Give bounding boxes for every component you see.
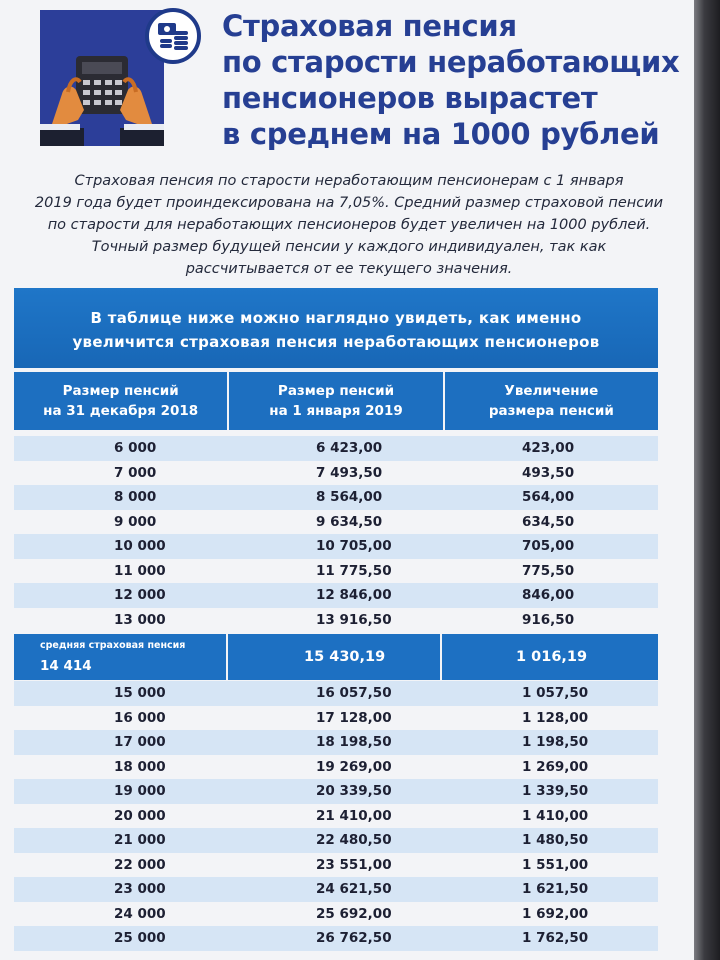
cell-new: 12 846,00 — [316, 587, 392, 604]
cell-new: 16 057,50 — [316, 685, 392, 702]
cell-old: 20 000 — [114, 807, 166, 824]
cell-old: 25 000 — [114, 930, 166, 947]
cell-new: 9 634,50 — [316, 513, 383, 530]
average-value: 14 414 — [40, 658, 92, 674]
cell-new: 24 621,50 — [316, 881, 392, 898]
table-banner — [14, 288, 658, 368]
table-row — [14, 436, 658, 461]
header-line: Увеличение — [504, 383, 599, 399]
cell-new: 13 916,50 — [316, 611, 392, 628]
monitor-bezel — [694, 0, 720, 960]
cell-increase: 493,50 — [522, 464, 575, 481]
cell-old: 22 000 — [114, 856, 166, 873]
cell-new: 21 410,00 — [316, 807, 392, 824]
cell-increase: 423,00 — [522, 440, 575, 457]
header-line: Размер пенсий — [62, 383, 179, 399]
cell-new: 11 775,50 — [316, 562, 392, 579]
intro-line: Страховая пенсия по старости неработающим пенсионерам с 1 января — [74, 173, 624, 189]
banner-line: В таблице ниже можно наглядно увидеть, как именно — [90, 309, 582, 327]
cell-new: 22 480,50 — [316, 832, 392, 849]
intro-line: 2019 года будет проиндексирована на 7,05%. Средний размер страховой пенсии — [34, 195, 664, 211]
average-label: средняя страховая пенсия — [40, 640, 186, 651]
cell-old: 10 000 — [114, 538, 166, 555]
cell-old: 23 000 — [114, 881, 166, 898]
table-row — [14, 828, 658, 853]
average-increase: 1 016,19 — [516, 649, 588, 665]
cell-new: 17 128,00 — [316, 709, 392, 726]
table-row — [14, 485, 658, 510]
cell-increase: 1 692,00 — [522, 905, 589, 922]
cell-increase: 1 128,00 — [522, 709, 589, 726]
cell-increase: 705,00 — [522, 538, 575, 555]
intro-line: Точный размер будущей пенсии у каждого индивидуален, так как — [91, 239, 607, 255]
coins-stack-icon — [145, 8, 201, 64]
table-row — [14, 510, 658, 535]
cell-old: 12 000 — [114, 587, 166, 604]
cell-new: 25 692,00 — [316, 905, 392, 922]
table-row — [14, 804, 658, 829]
column-header-increase — [445, 372, 658, 430]
cell-increase: 1 269,00 — [522, 758, 589, 775]
average-new-value: 15 430,19 — [228, 634, 442, 680]
cell-old: 9 000 — [114, 513, 157, 530]
cell-old: 19 000 — [114, 783, 166, 800]
cell-increase: 1 480,50 — [522, 832, 589, 849]
cell-increase: 916,50 — [522, 611, 575, 628]
average-pension-row — [14, 634, 658, 680]
table-row — [14, 681, 658, 706]
cell-new: 20 339,50 — [316, 783, 392, 800]
cell-old: 16 000 — [114, 709, 166, 726]
cell-old: 6 000 — [114, 440, 157, 457]
header-line: на 1 января 2019 — [269, 403, 403, 419]
cell-increase: 775,50 — [522, 562, 575, 579]
cell-old: 21 000 — [114, 832, 166, 849]
cell-new: 6 423,00 — [316, 440, 383, 457]
title-line: по старости неработающих — [222, 45, 680, 79]
cell-increase: 634,50 — [522, 513, 575, 530]
cell-new: 19 269,00 — [316, 758, 392, 775]
table-row — [14, 559, 658, 584]
page-title — [222, 8, 692, 152]
table-row — [14, 926, 658, 951]
cell-new: 10 705,00 — [316, 538, 392, 555]
table-row — [14, 755, 658, 780]
table-row — [14, 461, 658, 486]
cell-old: 8 000 — [114, 489, 157, 506]
cell-increase: 846,00 — [522, 587, 575, 604]
cell-increase: 1 410,00 — [522, 807, 589, 824]
cell-increase: 1 762,50 — [522, 930, 589, 947]
cell-old: 24 000 — [114, 905, 166, 922]
title-line: в среднем на 1000 рублей — [222, 117, 660, 151]
intro-paragraph — [14, 170, 684, 280]
cell-new: 18 198,50 — [316, 734, 392, 751]
cell-increase: 1 198,50 — [522, 734, 589, 751]
table-row — [14, 706, 658, 731]
header-line: размера пенсий — [488, 403, 614, 419]
cell-increase: 1 621,50 — [522, 881, 589, 898]
cell-increase: 564,00 — [522, 489, 575, 506]
intro-line: по старости для неработающих пенсионеров будет увеличен на 1000 рублей. — [47, 217, 651, 233]
banner-line: увеличится страховая пенсия неработающих пенсионеров — [72, 333, 600, 351]
header-line: Размер пенсий — [277, 383, 395, 399]
column-header-old-pension — [14, 372, 229, 430]
table-row — [14, 877, 658, 902]
cell-new: 26 762,50 — [316, 930, 392, 947]
cell-new: 23 551,00 — [316, 856, 392, 873]
header-line: на 31 декабря 2018 — [43, 403, 199, 419]
cell-increase: 1 057,50 — [522, 685, 589, 702]
table-row — [14, 583, 658, 608]
cell-old: 7 000 — [114, 464, 157, 481]
cell-increase: 1 339,50 — [522, 783, 589, 800]
cell-new: 8 564,00 — [316, 489, 383, 506]
table-row — [14, 608, 658, 633]
table-body-bottom — [14, 681, 658, 951]
average-cell — [14, 634, 228, 680]
table-row — [14, 730, 658, 755]
title-line: пенсионеров вырастет — [222, 81, 598, 115]
table-body-top — [14, 436, 658, 632]
table-row — [14, 534, 658, 559]
cell-old: 18 000 — [114, 758, 166, 775]
cell-old: 13 000 — [114, 611, 166, 628]
table-row — [14, 853, 658, 878]
intro-line: рассчитывается от ее текущего значения. — [185, 261, 513, 277]
cell-increase: 1 551,00 — [522, 856, 589, 873]
title-line: Страховая пенсия — [222, 9, 517, 43]
table-header — [14, 372, 658, 430]
cell-new: 7 493,50 — [316, 464, 383, 481]
column-header-new-pension — [229, 372, 444, 430]
cell-old: 15 000 — [114, 685, 166, 702]
table-row — [14, 902, 658, 927]
table-row — [14, 779, 658, 804]
cell-old: 17 000 — [114, 734, 166, 751]
cell-old: 11 000 — [114, 562, 166, 579]
